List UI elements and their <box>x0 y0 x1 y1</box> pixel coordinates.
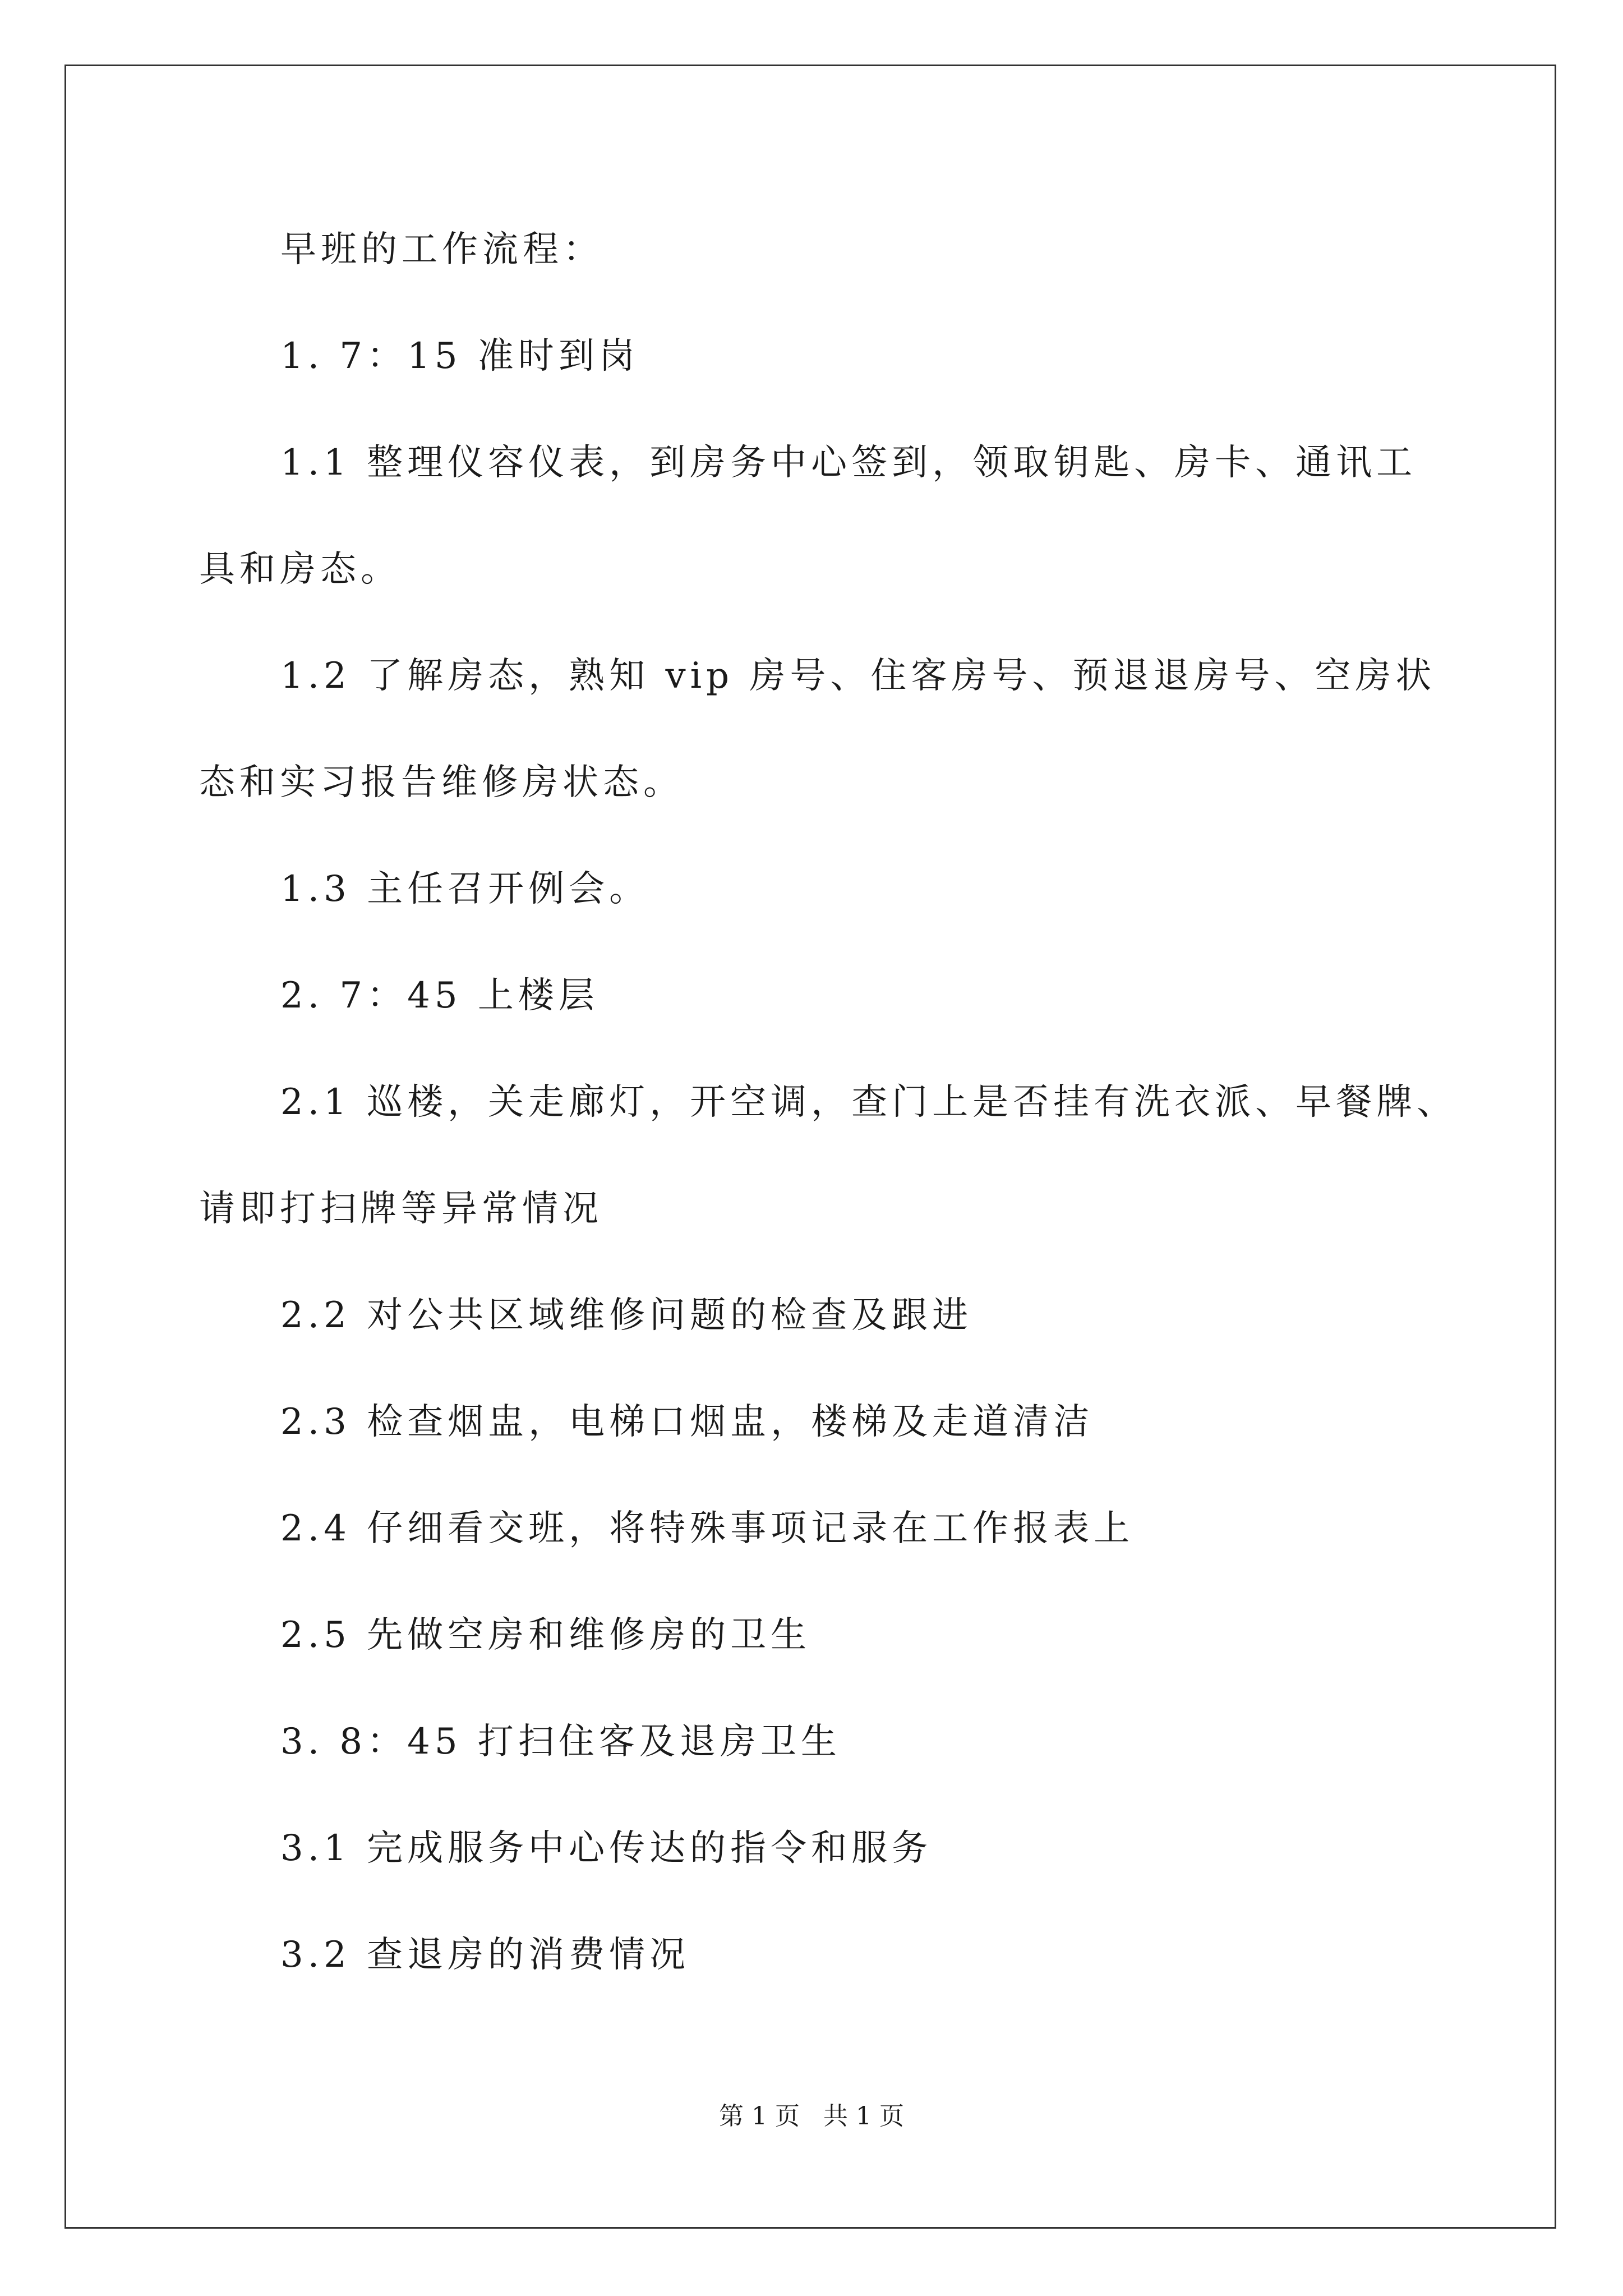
doc-line-9: 2.1 巡楼，关走廊灯，开空调，查门上是否挂有洗衣派、早餐牌、 <box>280 1082 1458 1123</box>
doc-line-5: 1.2 了解房态，熟知 vip 房号、住客房号、预退退房号、空房状 <box>280 655 1436 697</box>
doc-line-8: 2. 7：45 上楼层 <box>280 975 599 1016</box>
doc-line-10: 请即打扫牌等异常情况 <box>199 1188 603 1230</box>
doc-line-15: 3. 8：45 打扫住客及退房卫生 <box>280 1721 841 1763</box>
doc-line-3: 1.1 整理仪容仪表，到房务中心签到，领取钥匙、房卡、通讯工 <box>280 442 1417 484</box>
doc-line-4: 具和房态。 <box>199 549 401 590</box>
doc-line-17: 3.2 查退房的消费情况 <box>280 1934 690 1976</box>
doc-line-2: 1. 7：15 准时到岗 <box>280 335 639 377</box>
doc-line-12: 2.3 检查烟盅，电梯口烟盅，楼梯及走道清洁 <box>280 1401 1094 1443</box>
doc-line-16: 3.1 完成服务中心传达的指令和服务 <box>280 1828 933 1869</box>
doc-line-1: 早班的工作流程： <box>280 229 603 270</box>
doc-line-7: 1.3 主任召开例会。 <box>280 868 650 910</box>
doc-line-13: 2.4 仔细看交班，将特殊事项记录在工作报表上 <box>280 1508 1135 1549</box>
doc-line-14: 2.5 先做空房和维修房的卫生 <box>280 1614 811 1656</box>
doc-line-11: 2.2 对公共区域维修问题的检查及跟进 <box>280 1295 973 1336</box>
page-number-footer: 第 1 页 共 1 页 <box>719 2102 904 2131</box>
doc-line-6: 态和实习报告维修房状态。 <box>199 762 684 803</box>
